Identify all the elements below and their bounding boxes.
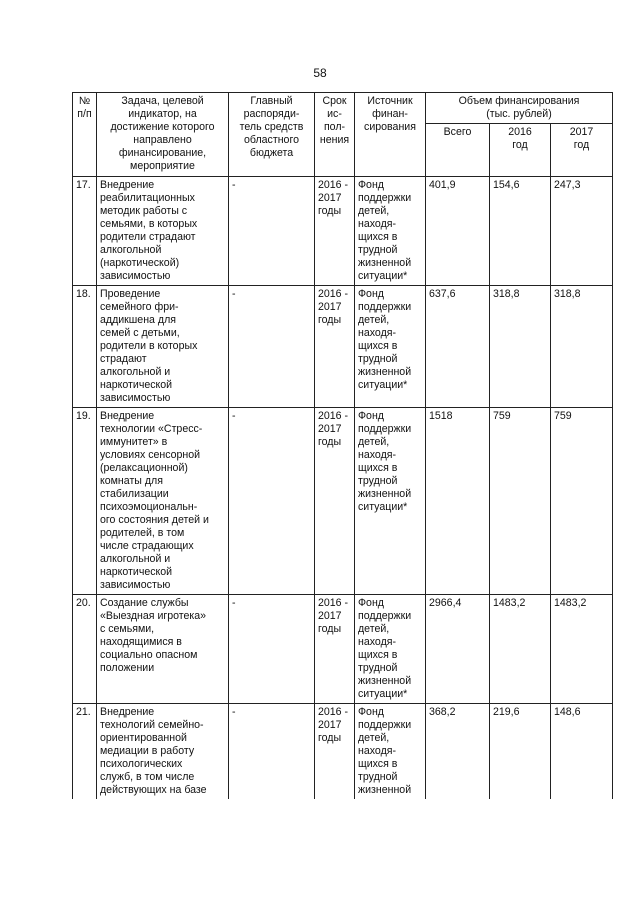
row-num: 17.: [73, 177, 97, 286]
row-2016: 1483,2: [490, 595, 551, 704]
row-term: 2016 - 2017 годы: [315, 408, 355, 595]
row-task: Внедрение технологий семейно- ориентированной медиации в работу психологических служб, в том числе действующих на базе: [97, 704, 229, 800]
header-2016: 2016 год: [490, 124, 551, 177]
row-2017: 247,3: [551, 177, 613, 286]
row-num: 18.: [73, 286, 97, 408]
row-total: 401,9: [426, 177, 490, 286]
row-total: 2966,4: [426, 595, 490, 704]
table-row: [73, 177, 613, 286]
row-source: Фонд поддержки детей, находя- щихся в трудной жизненной ситуации*: [355, 286, 426, 408]
row-term: 2016 - 2017 годы: [315, 595, 355, 704]
table-row: [73, 595, 613, 704]
header-source: Источник финан- сирования: [355, 93, 426, 177]
row-num: 19.: [73, 408, 97, 595]
row-2017: 318,8: [551, 286, 613, 408]
row-2016: 154,6: [490, 177, 551, 286]
table-row: [73, 286, 613, 408]
table-row: [73, 704, 613, 800]
financing-table: [72, 92, 613, 799]
page-number: 58: [313, 66, 327, 80]
header-volume: Объем финансирования (тыс. рублей): [426, 93, 613, 124]
row-term: 2016 - 2017 годы: [315, 286, 355, 408]
row-2016: 318,8: [490, 286, 551, 408]
row-admin: -: [229, 177, 315, 286]
row-source: Фонд поддержки детей, находя- щихся в трудной жизненной ситуации*: [355, 408, 426, 595]
header-row-1: [73, 93, 613, 124]
row-num: 21.: [73, 704, 97, 800]
header-term: Срок ис- пол- нения: [315, 93, 355, 177]
header-admin: Главный распоряди- тель средств областного бюджета: [229, 93, 315, 177]
row-2017: 148,6: [551, 704, 613, 800]
row-admin: -: [229, 595, 315, 704]
header-2017: 2017 год: [551, 124, 613, 177]
row-2016: 219,6: [490, 704, 551, 800]
row-source: Фонд поддержки детей, находя- щихся в трудной жизненной: [355, 704, 426, 800]
row-term: 2016 - 2017 годы: [315, 704, 355, 800]
row-task: Внедрение реабилитационных методик работы с семьями, в которых родители страдают алкогольной (наркотической) зависимостью: [97, 177, 229, 286]
row-total: 637,6: [426, 286, 490, 408]
row-total: 1518: [426, 408, 490, 595]
row-num: 20.: [73, 595, 97, 704]
header-num: № п/п: [73, 93, 97, 177]
row-admin: -: [229, 704, 315, 800]
row-total: 368,2: [426, 704, 490, 800]
row-2017: 1483,2: [551, 595, 613, 704]
row-source: Фонд поддержки детей, находя- щихся в трудной жизненной ситуации*: [355, 595, 426, 704]
row-admin: -: [229, 286, 315, 408]
row-source: Фонд поддержки детей, находя- щихся в трудной жизненной ситуации*: [355, 177, 426, 286]
row-task: Внедрение технологии «Стресс- иммунитет» в условиях сенсорной (релаксационной) комнаты для стабилизации психоэмоциональн- ого состояния детей и родителей, в том числе страдающих алкогольной и наркотической зависимостью: [97, 408, 229, 595]
table-row: [73, 408, 613, 595]
row-task: Создание службы «Выездная игротека» с семьями, находящимися в социально опасном положении: [97, 595, 229, 704]
header-task: Задача, целевой индикатор, на достижение которого направлено финансирование, мероприятие: [97, 93, 229, 177]
header-total: Всего: [426, 124, 490, 177]
row-2016: 759: [490, 408, 551, 595]
row-admin: -: [229, 408, 315, 595]
row-term: 2016 - 2017 годы: [315, 177, 355, 286]
row-2017: 759: [551, 408, 613, 595]
row-task: Проведение семейного фри- аддикшена для семей с детьми, родители в которых страдают алкогольной и наркотической зависимостью: [97, 286, 229, 408]
